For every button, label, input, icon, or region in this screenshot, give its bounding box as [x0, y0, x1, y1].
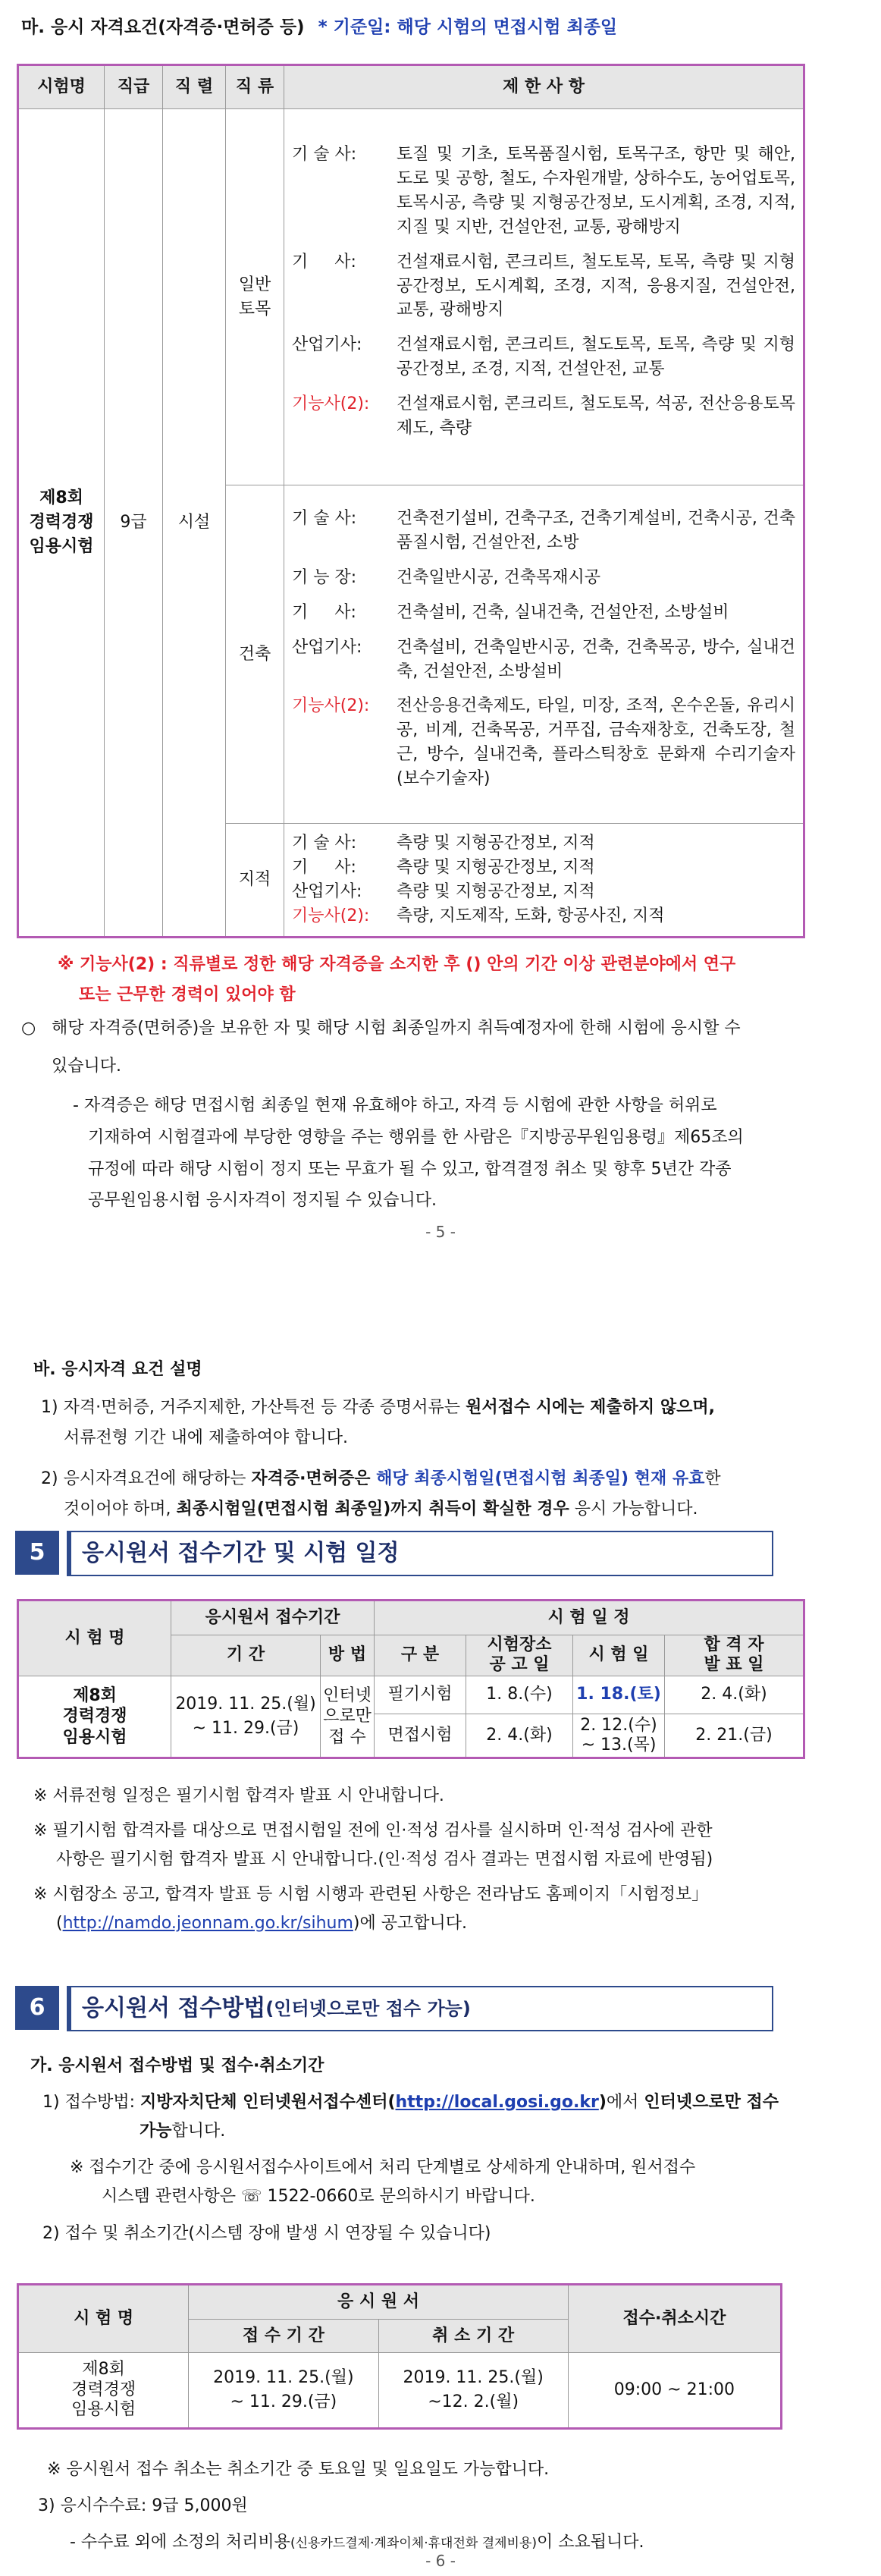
eligibility-line1: 해당 자격증(면허증)을 보유한 자 및 해당 시험 최종일까지 취득예정자에 한해 시험에 응시할 수 [52, 1019, 741, 1038]
category-row-civil [18, 109, 804, 485]
sched-exam-name: 제8회 경력경쟁 임용시험 [18, 1676, 171, 1758]
technician-note-line1: ※ 기능사(2) : 직류별로 정한 해당 자격증을 소지한 후 () 안의 기간 이상 관련분야에서 연구 [58, 955, 736, 974]
method-center: 지방자치단체 인터넷원서접수센터( [140, 2092, 396, 2112]
ba-item2-cont-text: 것이어야 하며, [64, 1499, 177, 1519]
restriction-label: 기 능 장: [292, 567, 357, 587]
restriction-row [292, 904, 795, 928]
restriction-cell [284, 485, 804, 824]
reference-date-note: * 기준일: 해당 시험의 면접시험 최종일 [318, 17, 618, 37]
fee-sub-text: - 수수료 외에 소정의 처리비용 [70, 2532, 290, 2552]
restriction-row [292, 566, 795, 590]
receipt-header-receipt: 접 수 기 간 [189, 2320, 378, 2353]
restriction-label: 산업기사: [292, 335, 362, 355]
section6-subtitle: (인터넷으로만 접수 가능) [265, 1997, 471, 2019]
note-aptitude-line1: ※ 필기시험 합격자를 대상으로 면접시험일 전에 인·적성 검사를 실시하며 인·적성 검사에 관한 [33, 1820, 713, 1840]
sched-header-period: 기 간 [171, 1635, 321, 1676]
ba-item1-bold: 원서접수 시에는 제출하지 않으며, [466, 1397, 715, 1417]
restriction-text: 측량 및 지형공간정보, 지적 [397, 834, 595, 853]
inquiry-note-line2: 시스템 관련사항은 ☏ 1522-0660로 문의하시기 바랍니다. [102, 2186, 535, 2206]
receipt-header-cancel: 취 소 기 간 [378, 2320, 568, 2353]
restriction-row [292, 694, 795, 791]
header-exam: 시험명 [18, 65, 105, 109]
section-ma-heading [21, 15, 617, 40]
restriction-text: 건축전기설비, 건축구조, 건축기계설비, 건축시공, 건축품질시험, 건설안전, 소방 [397, 509, 795, 552]
sched-type: 면접시험 [375, 1714, 466, 1758]
restriction-text: 건축일반시공, 건축목재시공 [397, 567, 601, 587]
section6-title: 응시원서 접수방법 [82, 1995, 266, 2022]
restriction-text: 측량, 지도제작, 도화, 항공사진, 지적 [397, 906, 665, 925]
cancel-weekend-note: ※ 응시원서 접수 취소는 취소기간 중 토요일 및 일요일도 가능합니다. [47, 2460, 550, 2479]
receipt-header-exam: 시 험 명 [18, 2285, 189, 2353]
receipt-exam-name: 제8회 경력경쟁 임용시험 [18, 2353, 189, 2429]
exam-name-cell: 제8회 경력경쟁 임용시험 [18, 109, 105, 938]
method-mid: 에서 [606, 2092, 644, 2112]
restriction-label: 기능사(2): [292, 696, 370, 716]
section6-ga-heading: 가. 응시원서 접수방법 및 접수·취소기간 [30, 2056, 324, 2075]
method-item1-cont [30, 2119, 857, 2144]
ba-item2-cont [33, 1497, 837, 1522]
header-series: 직 렬 [163, 65, 226, 109]
restriction-label: 기능사(2): [292, 394, 370, 414]
restriction-row [292, 880, 795, 904]
restriction-row [292, 831, 795, 856]
section-ba-heading: 바. 응시자격 요건 설명 [33, 1360, 202, 1379]
cancel-period: 2019. 11. 25.(월) ~12. 2.(월) [378, 2353, 568, 2429]
sched-header-schedule: 시 험 일 정 [375, 1601, 804, 1635]
sched-type: 필기시험 [375, 1676, 466, 1714]
inquiry-note-line1: ※ 접수기간 중에 응시원서접수사이트에서 처리 단계별로 상세하게 안내하며, 원서접수 [70, 2157, 696, 2177]
ba-item2-end: 한 [704, 1469, 721, 1488]
section6-titlebox [67, 1986, 773, 2031]
section-ba [33, 1358, 837, 1521]
receipt-period-item: 2) 접수 및 취소기간(시스템 장애 발생 시 연장될 수 있습니다) [42, 2224, 491, 2244]
sched-venue: 1. 8.(수) [466, 1676, 573, 1714]
restriction-label: 기 사: [292, 602, 356, 622]
sched-header-method: 방 법 [321, 1635, 375, 1676]
restriction-text: 측량 및 지형공간정보, 지적 [397, 882, 595, 901]
section5-title: 응시원서 접수기간 및 시험 일정 [67, 1531, 773, 1576]
restriction-text: 측량 및 지형공간정보, 지적 [397, 858, 595, 878]
receipt-header-app: 응 시 원 서 [189, 2285, 569, 2320]
section5-heading [15, 1531, 773, 1576]
table-row [18, 2353, 782, 2429]
validity-line3: 규정에 따라 해당 시험이 정지 또는 무효가 될 수 있고, 합격결정 취소 및 향후 5년간 각종 [88, 1159, 732, 1179]
validity-line2: 기재하여 시험결과에 부당한 영향을 주는 행위를 한 사람은『지방공무원임용령』제65조의 [88, 1127, 744, 1147]
method-label: 1) 접수방법: [42, 2092, 140, 2112]
method-possible: 가능 [140, 2121, 172, 2141]
header-category: 직 류 [226, 65, 284, 109]
eligibility-paragraph [21, 1016, 832, 1213]
section-ma-title: 마. 응시 자격요건(자격증·면허증 등) [21, 17, 305, 37]
restriction-label: 기 술 사: [292, 145, 357, 165]
category-name: 건축 [226, 485, 284, 824]
restriction-text: 건축설비, 건축, 실내건축, 건설안전, 소방설비 [397, 602, 729, 622]
sched-header-type: 구 분 [375, 1635, 466, 1676]
table-row [18, 1676, 804, 1714]
ba-item1-text: 1) 자격·면허증, 거주지제한, 가산특전 등 각종 증명서류는 [41, 1397, 466, 1417]
receipt-period: 2019. 11. 25.(월) ~ 11. 29.(금) [189, 2353, 378, 2429]
fee-item: 3) 응시수수료: 9급 5,000원 [38, 2496, 248, 2515]
header-grade: 직급 [105, 65, 163, 109]
restriction-cell [284, 824, 804, 938]
restriction-label: 산업기사: [292, 637, 362, 657]
method-online-only: 인터넷으로만 접수 [644, 2092, 779, 2112]
restriction-label: 기능사(2): [292, 906, 370, 925]
restriction-text: 건설재료시험, 콘크리트, 철도토목, 석공, 전산응용토목제도, 측량 [397, 394, 795, 438]
note-announcement-line2 [33, 1912, 852, 1936]
restriction-text: 건설재료시험, 콘크리트, 철도토목, 토목, 측량 및 지형공간정보, 도시계획, 조경, 지적, 응용지질, 건설안전, 교통, 광해방지 [397, 252, 795, 320]
sched-period: 2019. 11. 25.(월) ~ 11. 29.(금) [171, 1676, 321, 1758]
section5-notes [33, 1784, 852, 1935]
technician-note-line2: 또는 근무한 경력이 있어야 함 [79, 985, 296, 1004]
note-announcement-line1: ※ 시험장소 공고, 합격자 발표 등 시험 시행과 관련된 사항은 전라남도 홈페이지「시험정보」 [33, 1884, 709, 1904]
ba-item2-bold: 자격증·면허증은 [251, 1469, 377, 1488]
restriction-row [292, 507, 795, 555]
sched-venue: 2. 4.(화) [466, 1714, 573, 1758]
restriction-row [292, 392, 795, 441]
fee-section [38, 2458, 851, 2555]
eligibility-line2: 있습니다. [52, 1056, 122, 1076]
sched-header-date: 시 험 일 [573, 1635, 665, 1676]
restriction-row [292, 601, 795, 625]
page-number-6: - 6 - [425, 2552, 456, 2570]
restriction-text: 건설재료시험, 콘크리트, 철도토목, 토목, 측량 및 지형공간정보, 조경, 지적, 건설안전, 교통 [397, 335, 795, 379]
ba-item1 [33, 1396, 837, 1420]
method-item1 [30, 2091, 857, 2115]
ba-item2 [33, 1467, 837, 1491]
gosi-link[interactable]: http://local.gosi.go.kr [395, 2092, 599, 2112]
paren-open: ( [56, 1913, 63, 1933]
sched-header-receipt: 응시원서 접수기간 [171, 1601, 375, 1635]
restriction-row [292, 333, 795, 382]
circle-bullet: ○ [21, 1019, 36, 1038]
section5-number: 5 [15, 1531, 59, 1575]
sched-header-exam: 시 험 명 [18, 1601, 171, 1676]
restriction-row [292, 856, 795, 880]
sched-header-result: 합 격 자 발 표 일 [665, 1635, 804, 1676]
technician-note [58, 953, 846, 1007]
ba-item2-cont-end: 응시 가능합니다. [569, 1499, 698, 1519]
receipt-header-time: 접수·취소시간 [568, 2285, 781, 2353]
receipt-table [17, 2283, 782, 2430]
sched-result: 2. 4.(화) [665, 1676, 804, 1714]
ba-item2-cont-bold: 최종시험일(면접시험 최종일)까지 취득이 확실한 경우 [176, 1499, 569, 1519]
note-aptitude-line2: 사항은 필기시험 합격자 발표 시 안내합니다.(인·적성 검사 결과는 면접시험 자료에 반영됨) [56, 1849, 713, 1869]
category-name: 일반 토목 [226, 109, 284, 485]
restriction-row [292, 143, 795, 240]
sched-method: 인터넷 으로만 접 수 [321, 1676, 375, 1758]
fee-sub-small: (신용카드결제·계좌이체·휴대전화 결제비용) [290, 2535, 538, 2551]
restriction-text: 토질 및 기초, 토목품질시험, 토목구조, 항만 및 해안, 도로 및 공항, 철도, 수자원개발, 상하수도, 농어업토목, 토목시공, 측량 및 지형공간정보, 도시계획, 조경, 지적, 지질 및 지반, 건설안전, 교통, 광해방지 [397, 145, 795, 237]
restriction-row [292, 250, 795, 323]
grade-cell: 9급 [105, 109, 163, 938]
fee-sub-end: 이 소요됩니다. [537, 2532, 644, 2552]
sched-header-venue: 시험장소 공 고 일 [466, 1635, 573, 1676]
method-paren: ) [598, 2092, 607, 2112]
qualification-header-row [18, 65, 804, 109]
schedule-table [17, 1599, 805, 1759]
restriction-text: 건축설비, 건축일반시공, 건축, 건축목공, 방수, 실내건축, 건설안전, 소방설비 [397, 637, 795, 681]
validity-line1: - 자격증은 해당 면접시험 최종일 현재 유효해야 하고, 자격 등 시험에 관한 사항을 허위로 [73, 1095, 717, 1115]
section6-number: 6 [15, 1986, 59, 2030]
category-name: 지적 [226, 824, 284, 938]
ba-item2-text: 2) 응시자격요건에 해당하는 [41, 1469, 252, 1488]
receipt-time: 09:00 ~ 21:00 [568, 2353, 781, 2429]
section6-heading [15, 1986, 773, 2031]
page-number-5: - 5 - [425, 1223, 456, 1241]
jeonnam-exam-link[interactable]: http://namdo.jeonnam.go.kr/sihum [62, 1913, 353, 1933]
restriction-cell [284, 109, 804, 485]
sched-result: 2. 21.(금) [665, 1714, 804, 1758]
restriction-row [292, 636, 795, 684]
method-end: 합니다. [171, 2121, 226, 2141]
header-restrictions: 제 한 사 항 [284, 65, 804, 109]
sched-date: 1. 18.(토) [573, 1676, 665, 1714]
ba-item2-blue: 해당 최종시험일(면접시험 최종일) 현재 유효 [376, 1469, 705, 1488]
series-cell: 시설 [163, 109, 226, 938]
validity-line4: 공무원임용시험 응시자격이 정지될 수 있습니다. [88, 1191, 437, 1211]
restriction-label: 산업기사: [292, 882, 362, 901]
restriction-label: 기 술 사: [292, 834, 357, 853]
section6-body [30, 2054, 857, 2246]
restriction-text: 전산응용건축제도, 타일, 미장, 조적, 온수온돌, 유리시공, 비계, 건축목공, 거푸집, 금속재창호, 건축도장, 철근, 방수, 실내건축, 플라스틱창호 문화재 수리기술자(보수기술자) [397, 696, 795, 789]
ba-item1-cont: 서류전형 기간 내에 제출하여야 합니다. [64, 1428, 348, 1447]
restriction-label: 기 사: [292, 858, 356, 878]
restriction-label: 기 사: [292, 252, 356, 272]
sched-date: 2. 12.(수) ~ 13.(목) [573, 1714, 665, 1758]
note-document-screening: ※ 서류전형 일정은 필기시험 합격자 발표 시 안내합니다. [33, 1786, 444, 1805]
qualification-table [17, 64, 805, 938]
paren-close: )에 공고합니다. [353, 1913, 467, 1933]
restriction-label: 기 술 사: [292, 509, 357, 529]
